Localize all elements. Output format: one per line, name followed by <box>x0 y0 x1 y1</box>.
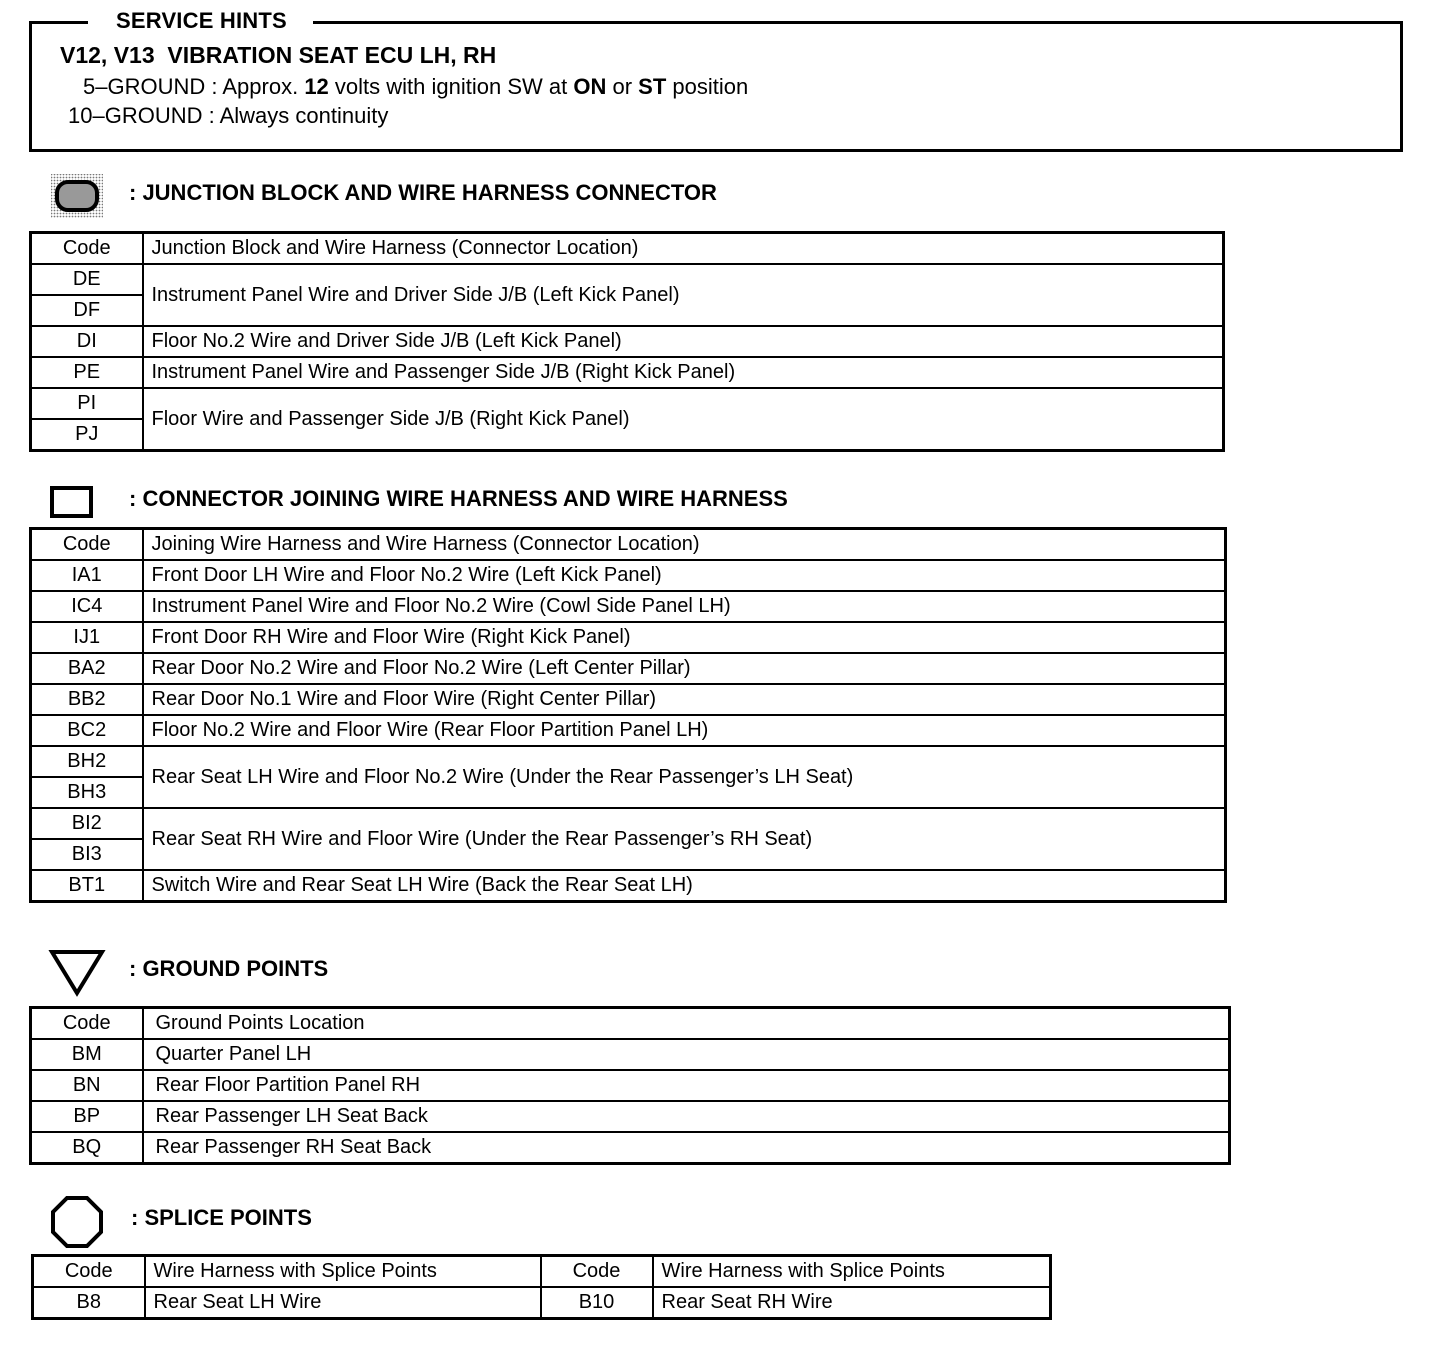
code-cell: DI <box>31 326 143 357</box>
code-cell: BB2 <box>31 684 143 715</box>
service-hints-heading: V12, V13 VIBRATION SEAT ECU LH, RH <box>60 42 497 68</box>
table-row <box>31 326 1224 357</box>
code-header: Code <box>31 529 143 561</box>
code-cell: BM <box>31 1039 143 1070</box>
code-cell: PE <box>31 357 143 388</box>
hint-bold-value: ST <box>638 74 667 99</box>
code-cell: PJ <box>31 419 143 451</box>
table-header-row <box>33 1256 1051 1288</box>
table-row <box>31 622 1226 653</box>
location-header: Ground Points Location <box>143 1008 1230 1040</box>
connector-square-icon <box>49 485 95 519</box>
location-cell: Instrument Panel Wire and Driver Side J/B (Left Kick Panel) <box>143 264 1224 326</box>
code-cell: DF <box>31 295 143 326</box>
code-cell: DE <box>31 264 143 295</box>
code-cell: IC4 <box>31 591 143 622</box>
hint-text: position <box>666 74 749 99</box>
code-cell: IJ1 <box>31 622 143 653</box>
ground-triangle-icon <box>48 948 106 998</box>
splice-harness-header: Wire Harness with Splice Points <box>145 1256 541 1288</box>
splice-harness-cell: Rear Seat RH Wire <box>653 1287 1051 1319</box>
junction-block-icon <box>50 173 106 221</box>
location-cell: Floor Wire and Passenger Side J/B (Right Kick Panel) <box>143 388 1224 451</box>
table-row <box>31 715 1226 746</box>
code-header: Code <box>31 1008 143 1040</box>
hint-text: 5–GROUND : Approx. <box>83 74 305 99</box>
location-cell: Front Door RH Wire and Floor Wire (Right Kick Panel) <box>143 622 1226 653</box>
table-row <box>31 1039 1230 1070</box>
service-hint-line-1 <box>83 74 748 100</box>
connector-table <box>29 527 1227 903</box>
code-cell: BN <box>31 1070 143 1101</box>
location-cell: Floor No.2 Wire and Driver Side J/B (Left Kick Panel) <box>143 326 1224 357</box>
junction-section-title: : JUNCTION BLOCK AND WIRE HARNESS CONNECTOR <box>129 180 717 205</box>
location-cell: Rear Floor Partition Panel RH <box>143 1070 1230 1101</box>
hint-bold-value: 12 <box>304 74 329 99</box>
table-row <box>31 560 1226 591</box>
hint-text: volts with ignition SW at <box>328 74 574 99</box>
table-header-row <box>31 233 1224 265</box>
location-cell: Front Door LH Wire and Floor No.2 Wire (Left Kick Panel) <box>143 560 1226 591</box>
connector-section-title: : CONNECTOR JOINING WIRE HARNESS AND WIRE HARNESS <box>129 486 788 511</box>
location-cell: Rear Passenger LH Seat Back <box>143 1101 1230 1132</box>
code-header: Code <box>31 233 143 265</box>
location-cell: Rear Seat RH Wire and Floor Wire (Under the Rear Passenger’s RH Seat) <box>143 808 1226 870</box>
table-row <box>31 264 1224 295</box>
location-cell: Switch Wire and Rear Seat LH Wire (Back the Rear Seat LH) <box>143 870 1226 902</box>
splice-section-title: : SPLICE POINTS <box>131 1205 312 1230</box>
location-cell: Rear Door No.1 Wire and Floor Wire (Right Center Pillar) <box>143 684 1226 715</box>
code-header: Code <box>541 1256 653 1288</box>
table-row <box>31 1070 1230 1101</box>
code-cell: BH3 <box>31 777 143 808</box>
table-row <box>31 808 1226 839</box>
code-cell: BC2 <box>31 715 143 746</box>
table-row <box>31 591 1226 622</box>
splice-table <box>31 1254 1052 1320</box>
hint-text: or <box>606 74 639 99</box>
table-row <box>31 684 1226 715</box>
code-cell: BA2 <box>31 653 143 684</box>
service-hint-line-2: 10–GROUND : Always continuity <box>68 103 389 128</box>
location-cell: Quarter Panel LH <box>143 1039 1230 1070</box>
location-cell: Rear Seat LH Wire and Floor No.2 Wire (Under the Rear Passenger’s LH Seat) <box>143 746 1226 808</box>
location-header: Junction Block and Wire Harness (Connector Location) <box>143 233 1224 265</box>
splice-harness-header: Wire Harness with Splice Points <box>653 1256 1051 1288</box>
table-row <box>33 1287 1051 1319</box>
hint-bold-value: ON <box>573 74 607 99</box>
splice-octagon-icon <box>49 1195 105 1249</box>
ground-table <box>29 1006 1231 1165</box>
table-header-row <box>31 1008 1230 1040</box>
service-hints-title: SERVICE HINTS <box>88 8 313 34</box>
code-header: Code <box>33 1256 145 1288</box>
junction-table <box>29 231 1225 452</box>
location-cell: Instrument Panel Wire and Passenger Side J/B (Right Kick Panel) <box>143 357 1224 388</box>
code-cell: BI3 <box>31 839 143 870</box>
location-cell: Instrument Panel Wire and Floor No.2 Wire (Cowl Side Panel LH) <box>143 591 1226 622</box>
code-cell: BT1 <box>31 870 143 902</box>
table-row <box>31 653 1226 684</box>
code-cell: B10 <box>541 1287 653 1319</box>
table-row <box>31 1132 1230 1164</box>
table-header-row <box>31 529 1226 561</box>
code-cell: BH2 <box>31 746 143 777</box>
code-cell: BP <box>31 1101 143 1132</box>
table-row <box>31 746 1226 777</box>
code-cell: BI2 <box>31 808 143 839</box>
splice-harness-cell: Rear Seat LH Wire <box>145 1287 541 1319</box>
code-cell: B8 <box>33 1287 145 1319</box>
ground-section-title: : GROUND POINTS <box>129 956 329 981</box>
table-row <box>31 357 1224 388</box>
code-cell: PI <box>31 388 143 419</box>
table-row <box>31 870 1226 902</box>
table-row <box>31 1101 1230 1132</box>
code-cell: IA1 <box>31 560 143 591</box>
table-row <box>31 388 1224 419</box>
location-header: Joining Wire Harness and Wire Harness (Connector Location) <box>143 529 1226 561</box>
location-cell: Rear Door No.2 Wire and Floor No.2 Wire (Left Center Pillar) <box>143 653 1226 684</box>
location-cell: Floor No.2 Wire and Floor Wire (Rear Floor Partition Panel LH) <box>143 715 1226 746</box>
location-cell: Rear Passenger RH Seat Back <box>143 1132 1230 1164</box>
code-cell: BQ <box>31 1132 143 1164</box>
